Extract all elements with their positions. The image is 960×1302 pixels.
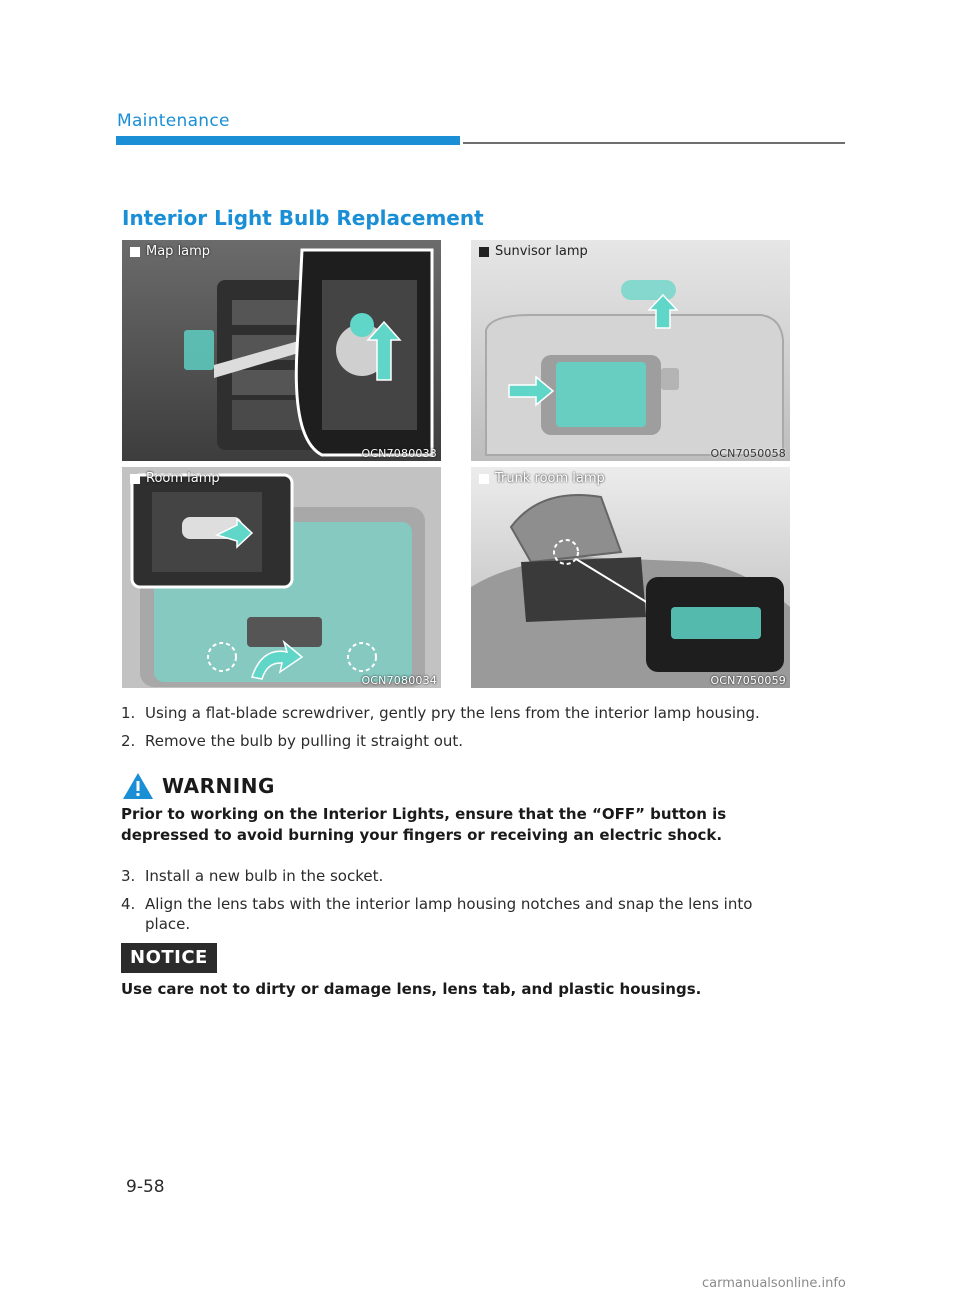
steps-list <box>121 866 795 942</box>
notice-badge: NOTICE <box>121 943 217 973</box>
figure-label: Trunk room lamp <box>479 471 605 486</box>
warning-triangle-icon <box>122 772 154 800</box>
list-item: 4. Align the lens tabs with the interior lamp housing notches and snap the lens into place. <box>121 895 753 933</box>
trunk-lamp-illustration <box>471 467 790 688</box>
steps-list <box>121 703 795 759</box>
room-lamp-illustration <box>122 467 441 688</box>
figure-code: OCN7080034 <box>361 674 437 687</box>
watermark: carmanualsonline.info <box>702 1276 846 1291</box>
list-item: 1. Using a flat-blade screwdriver, gently pry the lens from the interior lamp housing. <box>121 704 760 722</box>
sunvisor-lamp-illustration <box>471 240 790 461</box>
notice-text: Use care not to dirty or damage lens, lens tab, and plastic housings. <box>121 980 702 998</box>
figure-code: OCN7050058 <box>710 447 786 460</box>
figure-trunk-room-lamp <box>471 467 790 688</box>
map-lamp-illustration <box>122 240 441 461</box>
figure-label: Sunvisor lamp <box>479 244 588 259</box>
warning-title: WARNING <box>162 774 275 798</box>
figure-label: Map lamp <box>130 244 210 259</box>
figure-code: OCN7080033 <box>361 447 437 460</box>
list-item: 2. Remove the bulb by pulling it straight out. <box>121 732 464 750</box>
page-number: 9-58 <box>126 1177 165 1197</box>
figure-room-lamp <box>122 467 441 688</box>
page-title: Interior Light Bulb Replacement <box>122 206 484 230</box>
figure-sunvisor-lamp <box>471 240 790 461</box>
warning-text: Prior to working on the Interior Lights, ensure that the “OFF” button is depressed to avoid burning your fingers or receiving an electric shock. <box>121 805 727 844</box>
list-item: 3. Install a new bulb in the socket. <box>121 867 384 885</box>
header-rule <box>463 142 845 144</box>
figure-code: OCN7050059 <box>710 674 786 687</box>
warning-header <box>122 772 275 800</box>
header-rule-accent <box>116 136 460 145</box>
figure-map-lamp <box>122 240 441 461</box>
figure-label: Room lamp <box>130 471 220 486</box>
section-header: Maintenance <box>117 111 230 131</box>
